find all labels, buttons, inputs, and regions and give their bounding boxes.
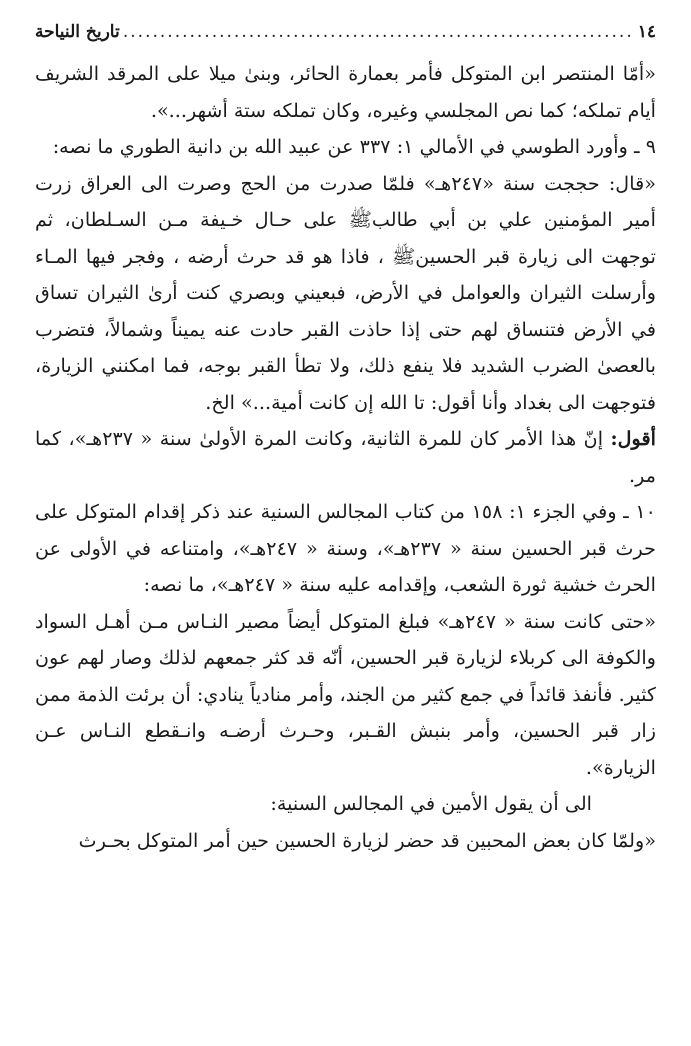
paragraph-item-10: ١٠ ـ وفي الجزء ١: ١٥٨ من كتاب المجالس السنية عند ذكر إقدام المتوكل على حرث قبر الحسين سنة « ٢٣٧هـ»، وسنة « ٢٤٧هـ»، وامتناعه في الأولى عن الحرث خشية ثورة الشعب، وإقدامه عليه سنة « ٢٤٧هـ»، ما نصه: — [35, 500, 656, 596]
paragraph-quote-final: «ولمّا كان بعض المحبين قد حضر لزيارة الحسين حين أمر المتوكل بحـرث — [78, 828, 656, 852]
page-number: ١٤ — [637, 22, 656, 42]
document-body — [35, 56, 656, 859]
comment-text: إنّ هذا الأمر كان للمرة الثانية، وكانت المرة الأولىٰ سنة « ٢٣٧هـ»، كما مر. — [35, 427, 656, 487]
paragraph-quote-mutawakkil: «حتى كانت سنة « ٢٤٧هـ» فبلغ المتوكل أيضاً مصير النـاس مـن أهـل السواد والكوفة الى كربلاء لزيارة قبر الحسين، أنّه قد كثر جمعهم لذلك وصار لهم عون كثير. فأنفذ قائداً في جمع كثير من الجند، وأمر منادياً ينادي: أن برئت الذمة ممن زار قبر الحسين، وأمر بنبش القـبر، وحـرث أرضـه وانـقطع النـاس عـن الزيارة». — [35, 609, 656, 779]
running-title: تاريخ النياحة — [35, 22, 120, 42]
running-header — [35, 22, 656, 56]
paragraph-quote-hajj: «قال: حججت سنة «٢٤٧هـ» فلمّا صدرت من الحج وصرت الى العراق زرت أمير المؤمنين علي بن أبي طالب‌ﷺ على حـال خـيفة مـن السـلطان، ثم توجهت الى زيارة قبر الحسين‌ﷺ ، فاذا هو قد حرث أرضه ، وفجر فيها المـاء وأرسلت الثيران والعوامل في الأرض، فبعيني وبصري كنت أرىٰ الثيران تساق في الأرض فتنساق لهم حتى إذا حاذت القبر حادت عنه يميناً وشمالاً، فتضرب بالعصىٰ الضرب الشديد فلا ينفع ذلك، ولا تطأ القبر بوجه، فما امكنني الزيارة، فتوجهت الى بغداد وأنا أقول: تا الله إن كانت أمية...» الخ. — [35, 171, 656, 414]
paragraph-comment — [35, 421, 656, 494]
document-page — [35, 22, 656, 859]
paragraph-quote-muntasir: «أمّا المنتصر ابن المتوكل فأمر بعمارة الحائر، وبنىٰ ميلا على المرقد الشريف أيام تملكه؛ كما نص المجلسي وغيره، وكان تملكه ستة أشهر...». — [35, 62, 656, 122]
paragraph-transition: الى أن يقول الأمين في المجالس السنية: — [270, 792, 592, 815]
paragraph-item-9: ٩ ـ وأورد الطوسي في الأمالي ١: ٣٣٧ عن عبيد الله بن دانية الطوري ما نصه: — [52, 135, 656, 158]
comment-lead-word: أقول: — [610, 427, 656, 450]
header-dot-leader — [124, 22, 634, 42]
